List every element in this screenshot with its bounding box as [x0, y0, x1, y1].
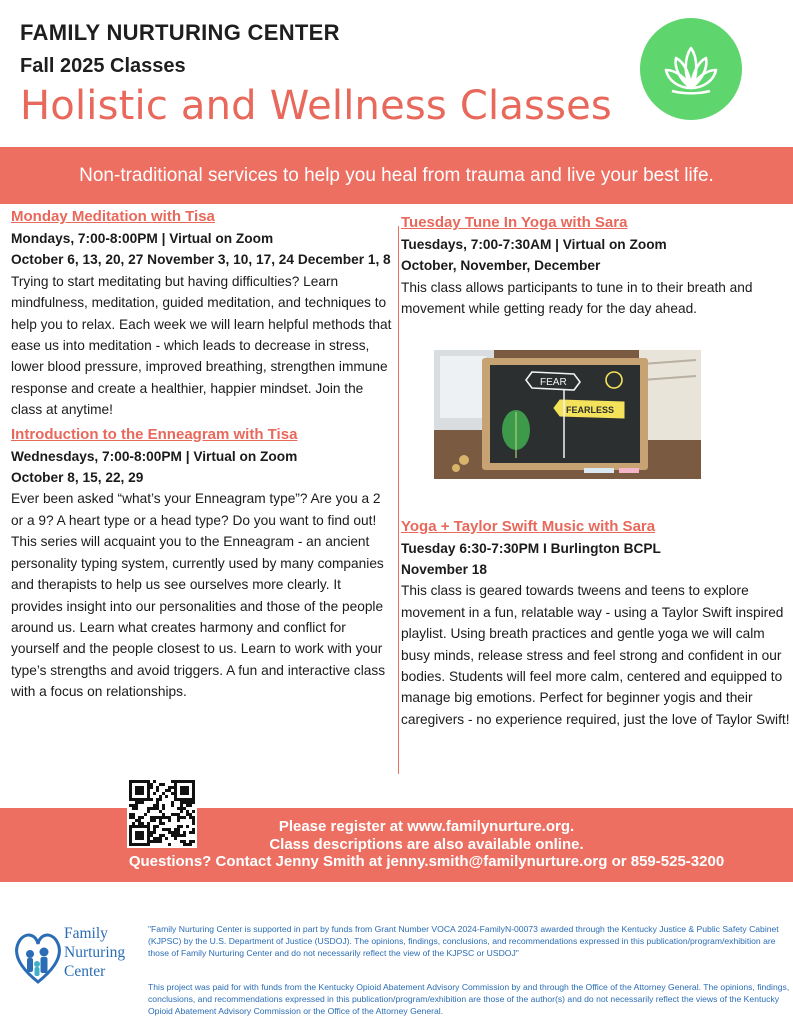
column-divider [398, 226, 399, 774]
org-name: FAMILY NURTURING CENTER [20, 20, 340, 45]
class-title-link[interactable]: Tuesday Tune In Yoga with Sara [401, 214, 628, 231]
page-title: Holistic and Wellness Classes [20, 83, 612, 129]
tagline-text: Non-traditional services to help you heal from trauma and live your best life. [79, 164, 714, 186]
lotus-icon [640, 18, 742, 120]
class-card [11, 206, 394, 421]
chalkboard-photo [434, 350, 701, 479]
class-dates: October, November, December [401, 258, 601, 274]
left-column [11, 206, 394, 703]
class-description: Ever been asked “what’s your Enneagram type”? Are you a 2 or a 9? A heart type or a head type? Do you want to find out! This series will acquaint you to the Enneagram - an ancient personality typing system, currently used by many companies and therapists to help us see ourselves more clearly. It provides insight into our personalities and those of the people around us. Learn what creates harmony and conflict for yourself and the people closest to us. Learn to work with your type’s strengths and avoid triggers. A fun and interactive class with a focus on relationships. [11, 491, 386, 700]
logo-line: Center [64, 963, 106, 980]
qr-code-icon[interactable] [127, 778, 197, 848]
sign-word-fear: FEAR [540, 377, 567, 388]
descriptions-line: Class descriptions are also available online. [269, 835, 584, 853]
logo-line: Family [64, 925, 108, 942]
class-schedule: Mondays, 7:00-8:00PM | Virtual on Zoom [11, 231, 274, 246]
class-description: This class is geared towards tweens and teens to explore movement in a fun, relatable way - using a Taylor Swift inspired playlist. Using breath practices and gentle yoga we will calm busy minds, release stress and feel strong and confident in our bodies. Students will feel more calm, centered and equipped to manage big emotions. Perfect for beginner yogis and their caregivers - no experience required, just the love of Taylor Swift! [401, 583, 790, 727]
opioid-disclaimer: This project was paid for with funds from the Kentucky Opioid Abatement Advisory Commission by and through the Office of the Attorney General. The opinions, findings, conclusions, and recommendations expressed in this publication/program/exhibition are those of the author(s) and do not necessarily reflect the views of the Kentucky Opioid Abatement Advisory Commission or the Office of the Attorney General. [148, 982, 790, 1016]
class-dates: November 18 [401, 562, 487, 578]
logo-line: Nurturing [64, 944, 126, 961]
class-description: Trying to start meditating but having difficulties? Learn mindfulness, meditation, guided meditation, and techniques to help you to relax. Each week we will learn helpful methods that ease us into meditation - which leads to decrease in stress, lower blood pressure, improved breathing, strengthen immune response and create a healthier, happier mindset. Join the class at anytime! [11, 273, 392, 418]
class-schedule: Tuesday 6:30-7:30PM I Burlington BCPL [401, 540, 661, 556]
class-schedule: Tuesdays, 7:00-7:30AM | Virtual on Zoom [401, 237, 667, 252]
sign-word-fearless: FEARLESS [566, 405, 615, 415]
class-title-link[interactable]: Introduction to the Enneagram with Tisa [11, 425, 298, 443]
logo-text [64, 924, 125, 981]
tagline-banner [0, 147, 793, 204]
class-card [401, 212, 791, 320]
class-card [11, 424, 394, 703]
register-line[interactable]: Please register at www.familynurture.org. [278, 818, 575, 835]
class-title-link[interactable]: Monday Meditation with Tisa [11, 208, 215, 225]
class-card [401, 516, 791, 731]
contact-line[interactable]: Questions? Contact Jenny Smith at jenny.smith@familynurture.org or 859-525-3200 [128, 853, 725, 870]
class-description: This class allows participants to tune in to their breath and movement while getting ready for the day ahead. [401, 279, 753, 317]
class-schedule: Wednesdays, 7:00-8:00PM | Virtual on Zoom [11, 448, 298, 464]
class-dates: October 6, 13, 20, 27 November 3, 10, 17, 24 December 1, 8 [11, 252, 391, 268]
funding-disclaimer: "Family Nurturing Center is supported in part by funds from Grant Number VOCA 2024-FamilyN-00073 awarded through the Kentucky Justice & Public Safety Cabinet (KJPSC) by the U.S. Department of Justice (USDOJ). The opinions, findings, conclusions, and recommendations expressed in this publication/program/exhibition are those of Family Nurturing Center and do not necessarily reflect the view of the KJPSC or USDOJ" [148, 924, 779, 958]
class-title-link[interactable]: Yoga + Taylor Swift Music with Sara [401, 517, 656, 535]
term-label: Fall 2025 Classes [20, 55, 186, 77]
class-dates: October 8, 15, 22, 29 [11, 470, 144, 486]
